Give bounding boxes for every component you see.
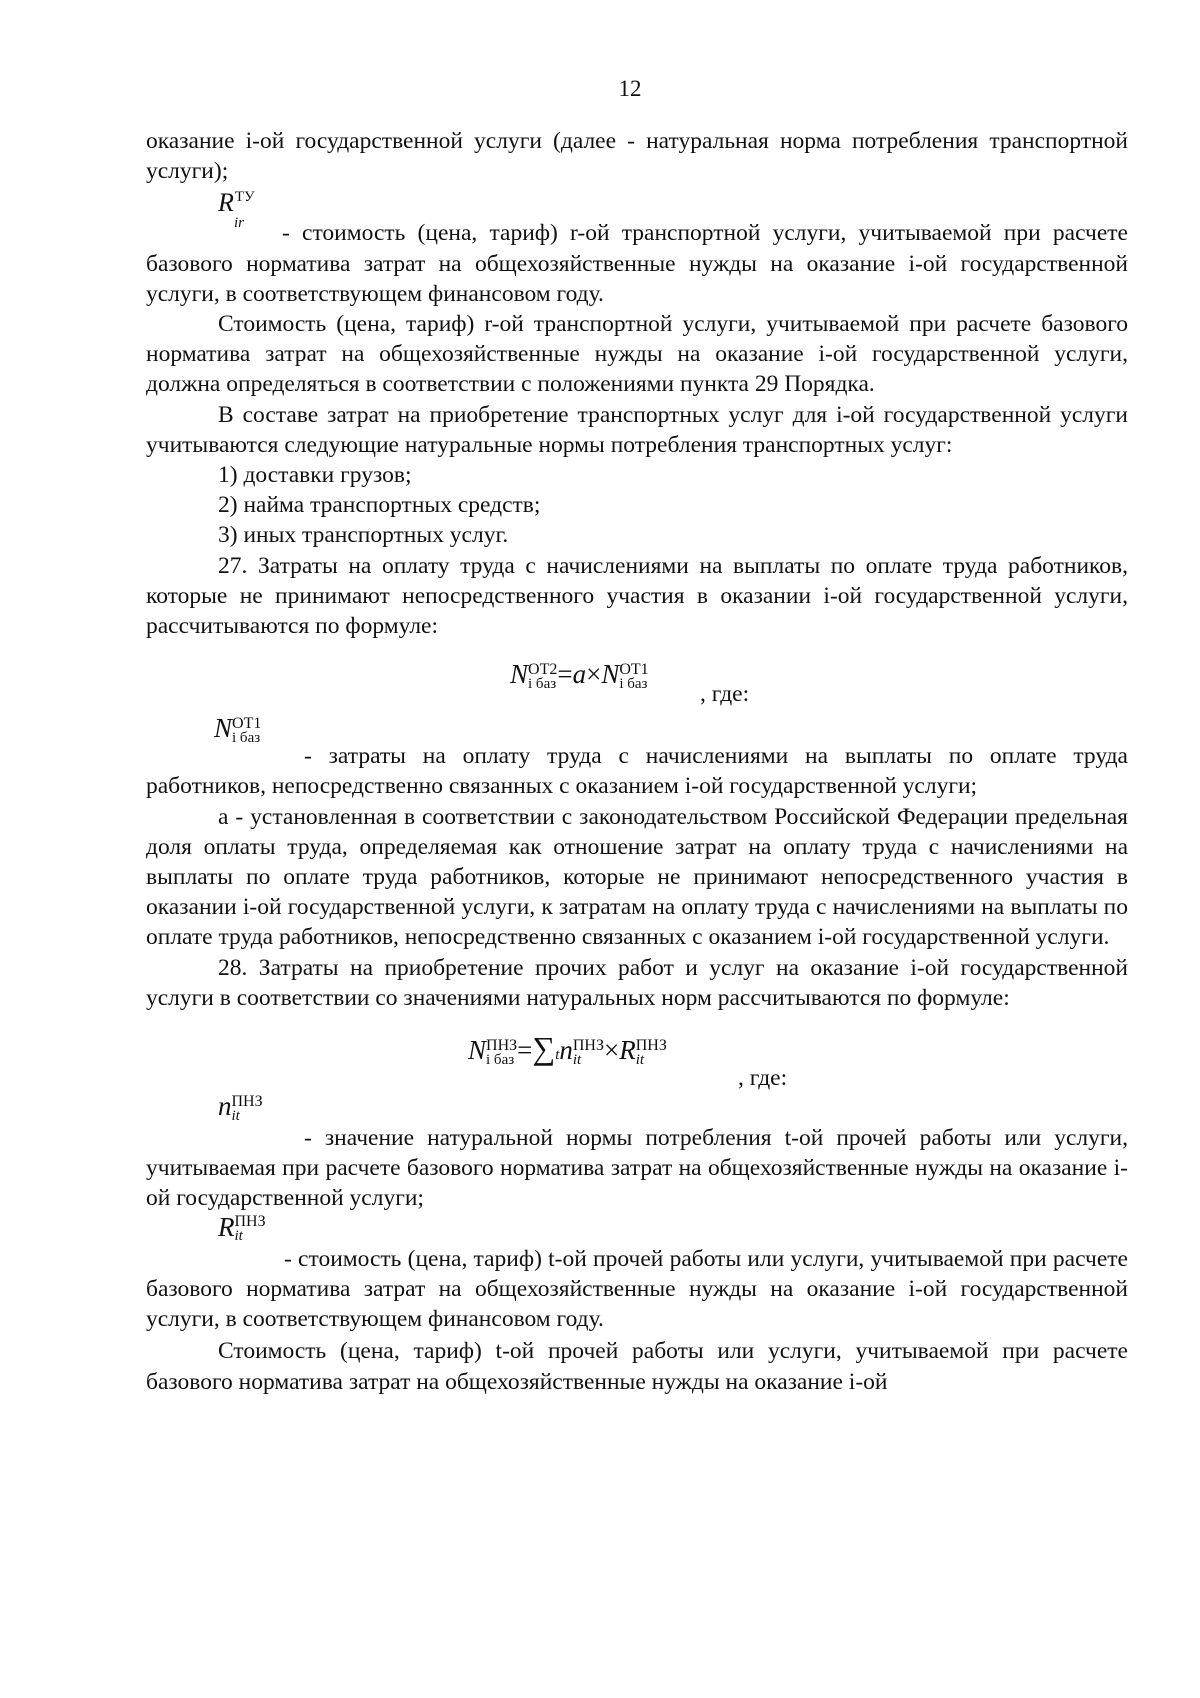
symbol-r-tu: $R^{ТУ}$ ir [218, 188, 255, 232]
paragraph: Стоимость (цена, тариф) t-ой прочей работы или услуги, учитываемой при расчете базового норматива затрат на общехозяйственные нужды на оказание i-ой [146, 1338, 1128, 1395]
paragraph: В составе затрат на приобретение транспортных услуг для i-ой государственной услуги учитываются следующие натуральные нормы потребления транспортных услуг: [146, 401, 1128, 458]
page-number: 12 [618, 76, 642, 101]
symbol-definition [146, 1091, 1128, 1214]
paragraph: - стоимость (цена, тариф) r-ой транспортной услуги, учитываемой при расчете базового норматива затрат на общехозяйственные нужды на оказание i-ой государственной услуги, в соответствующем финансовом году. [146, 220, 1128, 307]
symbol-definition [146, 188, 1128, 309]
paragraph: 27. Затраты на оплату труда с начислениями на выплаты по оплате труда работников, которые не принимают непосредственного участия в оказании i-ой государственной услуги, рассчитываются по формуле: [146, 552, 1128, 640]
paragraph: Стоимость (цена, тариф) r-ой транспортной услуги, учитываемой при расчете базового норматива затрат на общехозяйственные нужды на оказание i-ой государственной услуги, должна определяться в соответствии с положениями пункта 29 Порядка. [146, 311, 1128, 398]
symbol-definition [146, 1211, 1128, 1335]
symbol-definition [146, 715, 1128, 801]
document-body [146, 126, 1128, 1397]
paragraph: - значение натуральной нормы потребления t-ой прочей работы или услуги, учитываемая при расчете базового норматива затрат на общехозяйственные нужды на оказание i-ой государственной услуги; [146, 1125, 1128, 1212]
list-item: 3) иных транспортных услуг. [218, 522, 509, 549]
paragraph: - затраты на оплату труда с начислениями на выплаты по оплате труда работников, непосредственно связанных с оказанием i-ой государственной услуги; [146, 743, 1128, 800]
paragraph: - стоимость (цена, тариф) t-ой прочей работы или услуги, учитываемой при расчете базового норматива затрат на общехозяйственные нужды на оказание i-ой государственной услуги, в соответствующем финансовом году. [146, 1245, 1128, 1333]
symbol-n-ot1: N ОТ1 i баз [214, 713, 262, 747]
list-item: 2) найма транспортных средств; [218, 492, 541, 519]
paragraph: оказание i-ой государственной услуги (далее - натуральная норма потребления транспортной услуги); [146, 128, 1128, 185]
list-item: 1) доставки грузов; [218, 462, 412, 489]
paragraph: 28. Затраты на приобретение прочих работ и услуг на оказание i-ой государственной услуги в соответствии со значениями натуральных норм рассчитываются по формуле: [146, 954, 1128, 1011]
paragraph: a - установленная в соответствии с законодательством Российской Федерации предельная доля оплаты труда, определяемая как отношение затрат на оплату труда с начислениями на выплаты по оплате труда работников, которые не принимают непосредственного участия в оказании i-ой государственной услуги, к затратам на оплату труда с начислениями на выплаты по оплате труда работников, непосредственно связанных с оказанием i-ой государственной услуги. [146, 803, 1128, 951]
symbol-n-pnz: n ПНЗ it [218, 1091, 263, 1124]
symbol-r-pnz: R ПНЗ it [218, 1211, 266, 1245]
formula-ot2: N ОТ2 i баз =a×N ОТ1 i баз , где: [510, 659, 750, 708]
formula-pnz: N ПНЗ i баз =∑tn ПНЗ it ×R ПНЗ it , где: [468, 1030, 788, 1092]
